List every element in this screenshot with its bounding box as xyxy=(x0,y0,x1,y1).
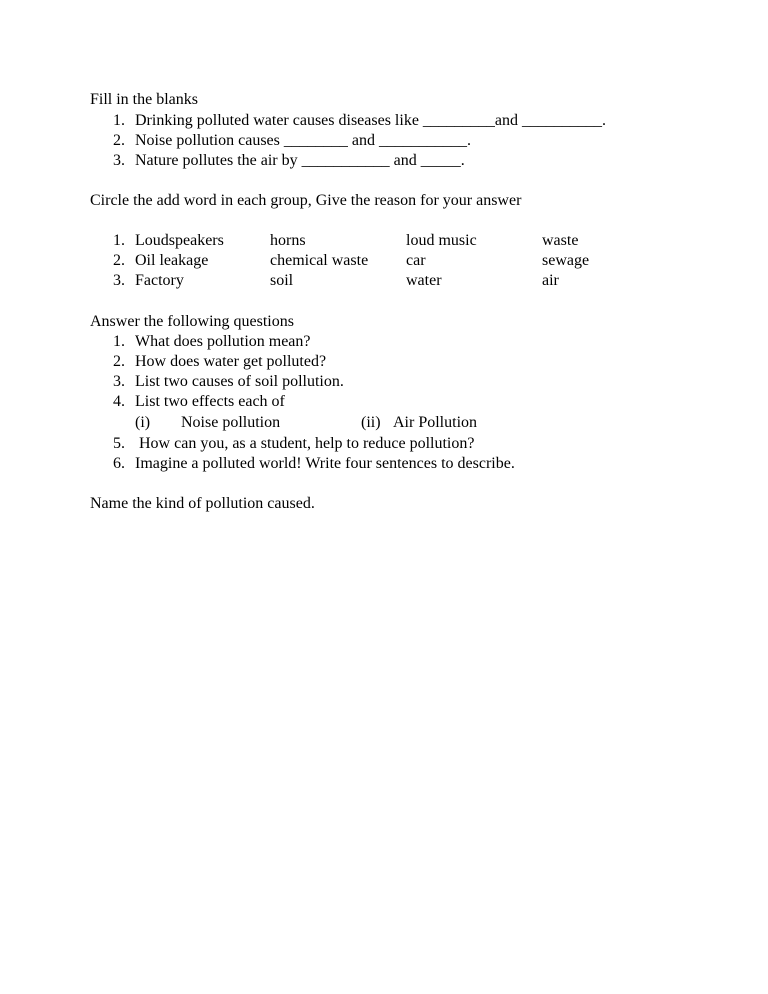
fill-blank-3-text: Nature pollutes the air by ___________ and _____. xyxy=(135,152,465,169)
odd-word-row-3-word-4: air xyxy=(542,272,559,289)
question-2-number: 2. xyxy=(113,353,125,370)
odd-word-row-2-word-4: sewage xyxy=(542,252,590,269)
question-5-number: 5. xyxy=(113,435,125,452)
question-3-number: 3. xyxy=(113,373,125,390)
odd-word-row-3-word-2: soil xyxy=(270,272,294,289)
odd-word-row-1-word-4: waste xyxy=(542,232,579,249)
odd-word-row-1-word-1: Loudspeakers xyxy=(135,232,224,249)
name-pollution-heading: Name the kind of pollution caused. xyxy=(90,495,315,512)
question-5-text: How can you, as a student, help to reduce pollution? xyxy=(135,435,475,452)
odd-word-row-2-word-2: chemical waste xyxy=(270,252,369,269)
question-3-text: List two causes of soil pollution. xyxy=(135,373,344,390)
question-6-text: Imagine a polluted world! Write four sentences to describe. xyxy=(135,455,515,472)
odd-word-row-2-number: 2. xyxy=(113,252,125,269)
question-4-number: 4. xyxy=(113,393,125,410)
odd-word-row-3-word-3: water xyxy=(406,272,442,289)
question-6-number: 6. xyxy=(113,455,125,472)
odd-word-row-3-word-1: Factory xyxy=(135,272,184,289)
sub-item-ii-text: Air Pollution xyxy=(393,414,478,431)
fill-blanks-heading: Fill in the blanks xyxy=(90,91,198,108)
fill-blank-3-number: 3. xyxy=(113,152,125,169)
odd-word-row-2-word-3: car xyxy=(406,252,426,269)
question-1-number: 1. xyxy=(113,333,125,350)
question-2-text: How does water get polluted? xyxy=(135,353,327,370)
fill-blank-2-number: 2. xyxy=(113,132,125,149)
odd-word-row-3-number: 3. xyxy=(113,272,125,289)
fill-blank-1-number: 1. xyxy=(113,112,125,129)
odd-word-row-1-word-2: horns xyxy=(270,232,306,249)
odd-word-row-1-number: 1. xyxy=(113,232,125,249)
odd-word-row-1-word-3: loud music xyxy=(406,232,477,249)
fill-blank-2-text: Noise pollution causes ________ and ___________. xyxy=(135,132,471,149)
question-1-text: What does pollution mean? xyxy=(135,333,311,350)
question-4-text: List two effects each of xyxy=(135,393,285,410)
questions-heading: Answer the following questions xyxy=(90,313,294,330)
odd-word-heading: Circle the add word in each group, Give the reason for your answer xyxy=(90,192,522,209)
sub-item-i-marker: (i) xyxy=(135,414,151,431)
sub-item-i-text: Noise pollution xyxy=(181,414,281,431)
sub-item-ii-marker: (ii) xyxy=(361,414,381,431)
odd-word-row-2-word-1: Oil leakage xyxy=(135,252,209,269)
fill-blank-1-text: Drinking polluted water causes diseases like _________and __________. xyxy=(135,112,607,129)
